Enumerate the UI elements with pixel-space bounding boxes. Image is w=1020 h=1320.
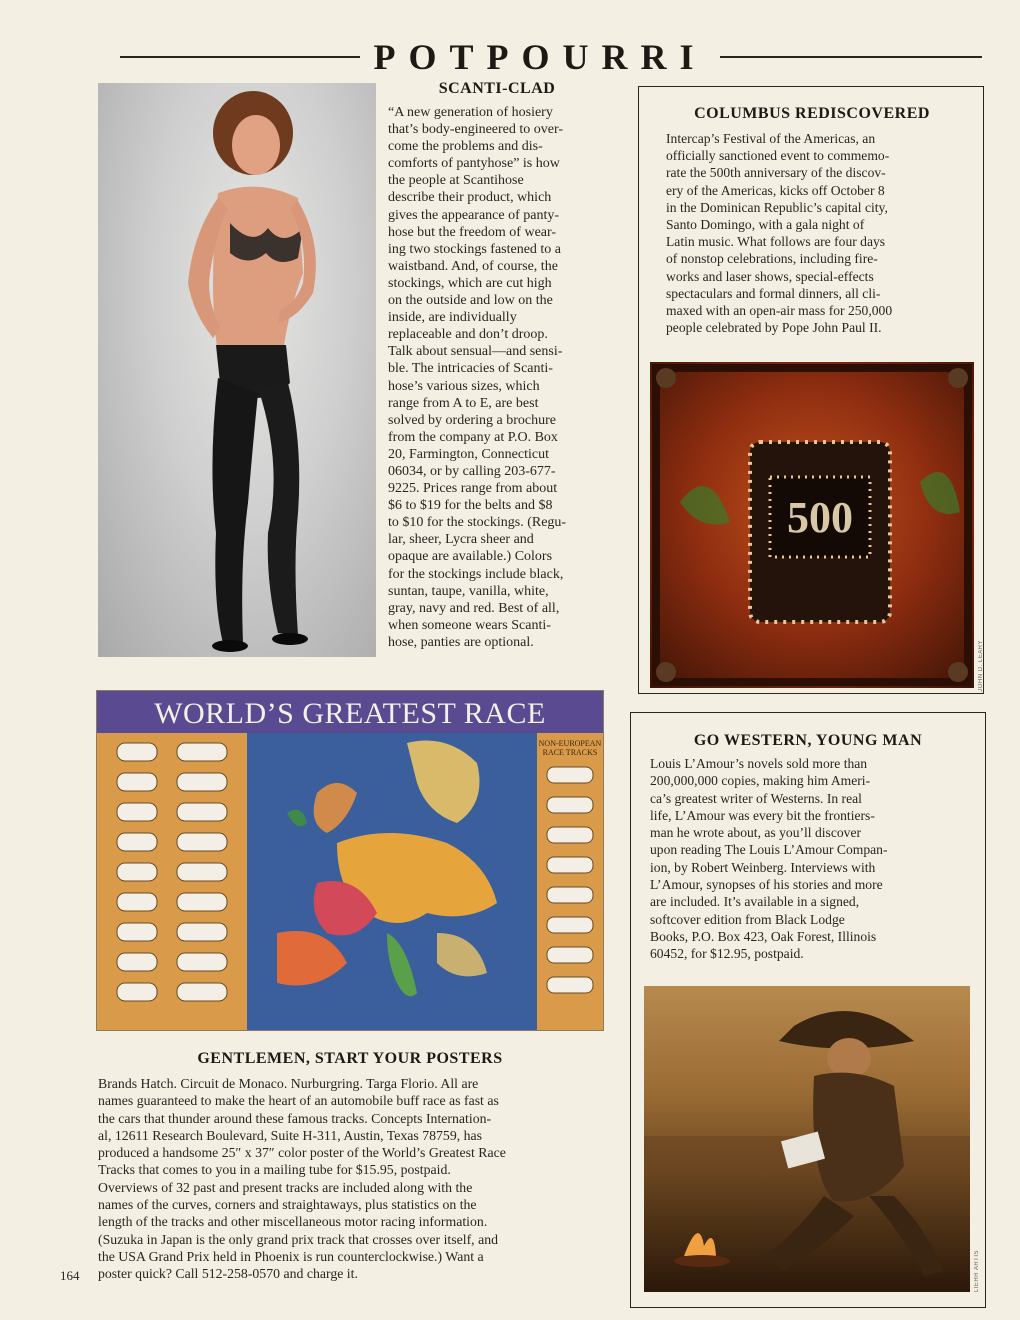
body-line: works and laser shows, special-effects: [666, 268, 874, 284]
body-line: 9225. Prices range from about: [388, 481, 558, 497]
body-line: gives the appearance of panty-: [388, 207, 560, 223]
columbus-body: [666, 130, 966, 336]
body-line: the cars that thunder around these famous tracks. Concepts Internation-: [98, 1110, 492, 1126]
western-cowboy-painting: [644, 986, 970, 1292]
painting-500-number: 500: [787, 493, 853, 542]
body-line: “A new generation of hosiery: [388, 105, 553, 120]
body-line: that’s body-engineered to over-: [388, 122, 564, 138]
body-line: produced a handsome 25″ x 37″ color poster of the World’s Greatest Race: [98, 1145, 506, 1161]
body-line: when someone wears Scanti-: [388, 617, 551, 633]
body-line: hose but the freedom of wear-: [388, 224, 557, 240]
body-line: 06034, or by calling 203-677-: [388, 463, 556, 479]
body-line: for the stockings include black,: [388, 566, 564, 582]
body-line: suntan, taupe, vanilla, white,: [388, 583, 549, 599]
body-line: Brands Hatch. Circuit de Monaco. Nurburgring. Targa Florio. All are: [98, 1076, 479, 1091]
body-line: Talk about sensual—and sensi-: [388, 344, 563, 360]
posters-heading: GENTLEMEN, START YOUR POSTERS: [197, 1050, 503, 1067]
body-line: Santo Domingo, with a gala night of: [666, 217, 865, 233]
poster-banner-title: WORLD’S GREATEST RACE: [154, 697, 546, 730]
body-line: comforts of pantyhose” is how: [388, 156, 560, 172]
body-line: people celebrated by Pope John Paul II.: [666, 320, 882, 336]
map-illustration: [247, 733, 537, 1030]
body-line: lar, sheer, Lycra sheer and: [388, 532, 534, 548]
body-line: ca’s greatest writer of Westerns. In real: [650, 790, 862, 806]
body-line: range from A to E, are best: [388, 395, 539, 411]
body-line: Louis L’Amour’s novels sold more than: [650, 756, 868, 771]
body-line: names guaranteed to make the heart of an automobile buff race as fast as: [98, 1093, 499, 1109]
body-line: ion, by Robert Weinberg. Interviews with: [650, 859, 876, 875]
body-line: of nonstop celebrations, including fire-: [666, 251, 878, 267]
western-photo-credit: LIEHR ARTIS: [974, 1250, 980, 1293]
body-line: hose’s various sizes, which: [388, 378, 540, 394]
body-line: names of the curves, corners and straightaways, plus statistics on the: [98, 1197, 477, 1213]
body-line: from the company at P.O. Box: [388, 429, 558, 445]
body-line: inside, are individually: [388, 310, 517, 326]
body-line: describe their product, which: [388, 190, 552, 206]
masthead-rule-right: [720, 56, 982, 58]
body-line: $6 to $19 for the belts and $8: [388, 498, 553, 514]
scanti-clad-photo: [98, 83, 376, 657]
track-outlines-left: [97, 733, 247, 1030]
body-line: Intercap’s Festival of the Americas, an: [666, 131, 876, 146]
columbus-500-painting: [650, 362, 974, 688]
body-line: L’Amour, synopses of his stories and more: [650, 877, 883, 893]
body-line: the USA Grand Prix held in Phoenix is run counterclockwise.) Want a: [98, 1248, 484, 1264]
body-line: come the problems and dis-: [388, 139, 543, 155]
body-line: stockings, which are cut high: [388, 275, 552, 291]
posters-body: [98, 1075, 618, 1283]
body-line: ble. The intricacies of Scanti-: [388, 361, 553, 377]
columbus-photo-credit: JOHN D. LEARY: [978, 640, 984, 692]
body-line: gray, navy and red. Best of all,: [388, 600, 560, 616]
body-line: poster quick? Call 512-258-0570 and charge it.: [98, 1266, 358, 1282]
body-line: Tracks that comes to you in a mailing tube for $15.95, postpaid.: [98, 1162, 451, 1178]
body-line: officially sanctioned event to commemo-: [666, 148, 890, 164]
model-figure-illustration: [98, 83, 376, 657]
body-line: waistband. And, of course, the: [388, 258, 558, 274]
western-heading: GO WESTERN, YOUNG MAN: [693, 732, 923, 749]
body-line: length of the tracks and other miscellaneous motor racing information.: [98, 1214, 488, 1230]
body-line: opaque are available.) Colors: [388, 549, 553, 565]
western-body: [650, 755, 970, 963]
poster-inset-title-2: RACE TRACKS: [542, 748, 598, 757]
page-number: 164: [60, 1268, 80, 1283]
cowboy-illustration: [644, 986, 970, 1292]
body-line: in the Dominican Republic’s capital city,: [666, 199, 888, 215]
body-line: upon reading The Louis L’Amour Compan-: [650, 842, 888, 858]
body-line: life, L’Amour was every bit the frontiers-: [650, 807, 875, 823]
masthead-rule-left: [120, 56, 360, 58]
body-line: al, 12611 Research Boulevard, Suite H-311, Austin, Texas 78759, has: [98, 1127, 483, 1143]
body-line: hose, panties are optional.: [388, 634, 534, 650]
poster-track-column-left: [97, 733, 247, 1030]
body-line: maxed with an open-air mass for 250,000: [666, 303, 893, 319]
body-line: rate the 500th anniversary of the discov-: [666, 165, 886, 181]
body-line: solved by ordering a brochure: [388, 412, 556, 428]
poster-europe-map: [247, 733, 537, 1030]
poster-track-column-right: [537, 733, 603, 1030]
body-line: Latin music. What follows are four days: [666, 234, 886, 250]
body-line: man he wrote about, as you’ll discover: [650, 825, 862, 841]
body-line: softcover edition from Black Lodge: [650, 911, 845, 927]
body-line: 200,000,000 copies, making him Ameri-: [650, 773, 871, 789]
race-tracks-poster: [96, 690, 604, 1031]
track-outlines-right: [537, 757, 603, 1017]
masthead-title: POTPOURRI: [373, 37, 707, 77]
body-line: ery of the Americas, kicks off October 8: [666, 182, 885, 198]
body-line: ing two stockings fastened to a: [388, 241, 562, 257]
body-line: Overviews of 32 past and present tracks are included along with the: [98, 1179, 473, 1195]
body-line: 60452, for $12.95, postpaid.: [650, 946, 804, 962]
body-line: Books, P.O. Box 423, Oak Forest, Illinois: [650, 928, 877, 944]
body-line: the people at Scantihose: [388, 173, 524, 189]
body-line: 20, Farmington, Connecticut: [388, 446, 549, 462]
body-line: spectaculars and formal dinners, all cli-: [666, 285, 881, 301]
columbus-heading: COLUMBUS REDISCOVERED: [694, 105, 930, 122]
body-line: (Suzuka in Japan is the only grand prix track that crosses over itself, and: [98, 1231, 499, 1247]
body-line: are included. It’s available in a signed,: [650, 894, 860, 910]
poster-inset-title-1: NON-EUROPEAN: [538, 739, 602, 748]
body-line: replaceable and don’t droop.: [388, 327, 548, 343]
body-line: to $10 for the stockings. (Regu-: [388, 515, 567, 531]
painting-illustration: [650, 362, 974, 688]
scanti-clad-heading: SCANTI-CLAD: [438, 80, 556, 97]
scanti-clad-body: [388, 104, 614, 651]
body-line: on the outside and low on the: [388, 293, 553, 309]
